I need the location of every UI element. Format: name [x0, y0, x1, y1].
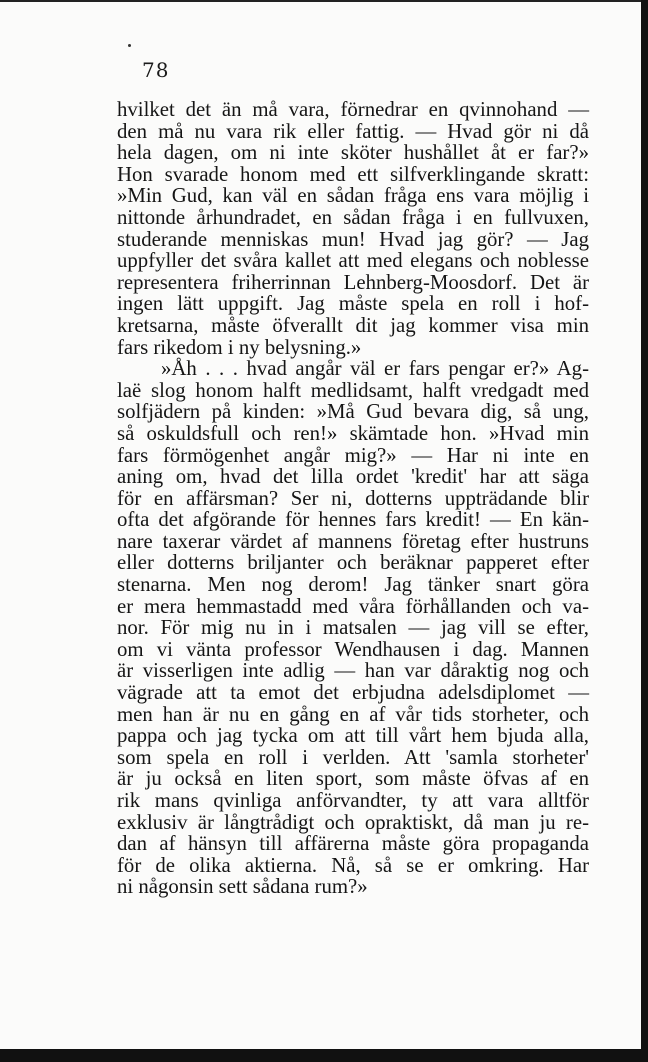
text-line: uppfyller det svåra kallet att med elegans och noblesse — [117, 249, 589, 273]
text-line: är ju också en liten sport, som måste öfvas af en — [117, 767, 589, 791]
text-line-paragraph-start: »Åh . . . hvad angår väl er fars pengar er?» Ag- — [161, 357, 589, 381]
body-text — [117, 99, 589, 898]
text-line: exklusiv är långtrådigt och opraktiskt, då man ju re- — [117, 810, 589, 834]
text-line: stenarna. Men nog derom! Jag tänker snart göra — [117, 573, 589, 597]
text-line-paragraph-end: ni någonsin sett sådana rum?» — [117, 875, 368, 899]
text-line: men han är nu en gång en af vår tids storheter, och — [117, 702, 589, 726]
text-line: »Min Gud, kan väl en sådan fråga ens vara möjlig i — [117, 184, 589, 208]
text-line: Hon svarade honom med ett silfverklingande skratt: — [117, 162, 589, 186]
text-line: pappa och jag tycka om att till vårt hem bjuda alla, — [117, 724, 589, 748]
text-line: eller dotterns briljanter och beräknar papperet efter — [117, 551, 589, 575]
text-line: studerande menniskas mun! Hvad jag gör? — Jag — [117, 227, 589, 251]
text-line: ofta det afgörande för hennes fars kredit! — En kän- — [117, 508, 589, 532]
text-line: för de olika aktierna. Nå, så se er omkring. Har — [117, 853, 589, 877]
text-line: hvilket det än må vara, förnedrar en qvinnohand — — [117, 98, 589, 121]
text-line: vägrade att ta emot det erbjudna adelsdiplomet — — [117, 681, 589, 705]
text-line: aning om, hvad det lilla ordet 'kredit' har att säga — [117, 465, 589, 489]
scan-bottom-edge — [0, 1049, 648, 1062]
text-line: om vi vänta professor Wendhausen i dag. Mannen — [117, 637, 589, 661]
scan-top-edge — [0, 0, 648, 2]
text-line: som spela en roll i verlden. Att 'samla storheter' — [117, 745, 589, 769]
text-line: ingen lätt uppgift. Jag måste spela en roll i hof- — [117, 292, 589, 316]
text-line: er mera hemmastadd med våra förhållanden och va- — [117, 594, 589, 618]
text-line: nare taxerar värdet af mannens företag efter hustruns — [117, 529, 589, 553]
text-line: för en affärsman? Ser ni, dotterns uppträdande blir — [117, 486, 589, 510]
text-line: den må nu vara rik eller fattig. — Hvad gör ni då — [117, 119, 589, 143]
text-line: laë slog honom halft medlidsamt, halft vredgadt med — [117, 378, 589, 402]
text-line: representera friherrinnan Lehnberg-Moosdorf. Det är — [117, 270, 589, 294]
text-line: kretsarna, måste öfverallt dit jag kommer visa min — [117, 313, 589, 337]
text-line: solfjädern på kinden: »Må Gud bevara dig, så ung, — [117, 400, 589, 424]
text-line: fars förmögenhet angår mig?» — Har ni inte en — [117, 443, 589, 467]
text-line: nittonde århundradet, en sådan fråga i en fullvuxen, — [117, 205, 589, 229]
scan-right-edge — [641, 0, 648, 1062]
text-line: dan af hänsyn till affärerna måste göra propaganda — [117, 832, 589, 856]
scan-speck — [128, 44, 131, 47]
text-line: nor. För mig nu in i matsalen — jag vill se efter, — [117, 616, 589, 640]
text-line: så oskuldsfull och ren!» skämtade hon. »Hvad min — [117, 421, 589, 445]
page-number: 78 — [142, 58, 170, 82]
text-line-paragraph-end: fars rikedom i ny belysning.» — [117, 335, 362, 359]
text-line: hela dagen, om ni inte sköter hushållet åt er far?» — [117, 141, 589, 165]
text-line: är visserligen inte adlig — han var dåraktig nog och — [117, 659, 589, 683]
text-line: rik mans qvinliga anförvandter, ty att vara alltför — [117, 789, 589, 812]
